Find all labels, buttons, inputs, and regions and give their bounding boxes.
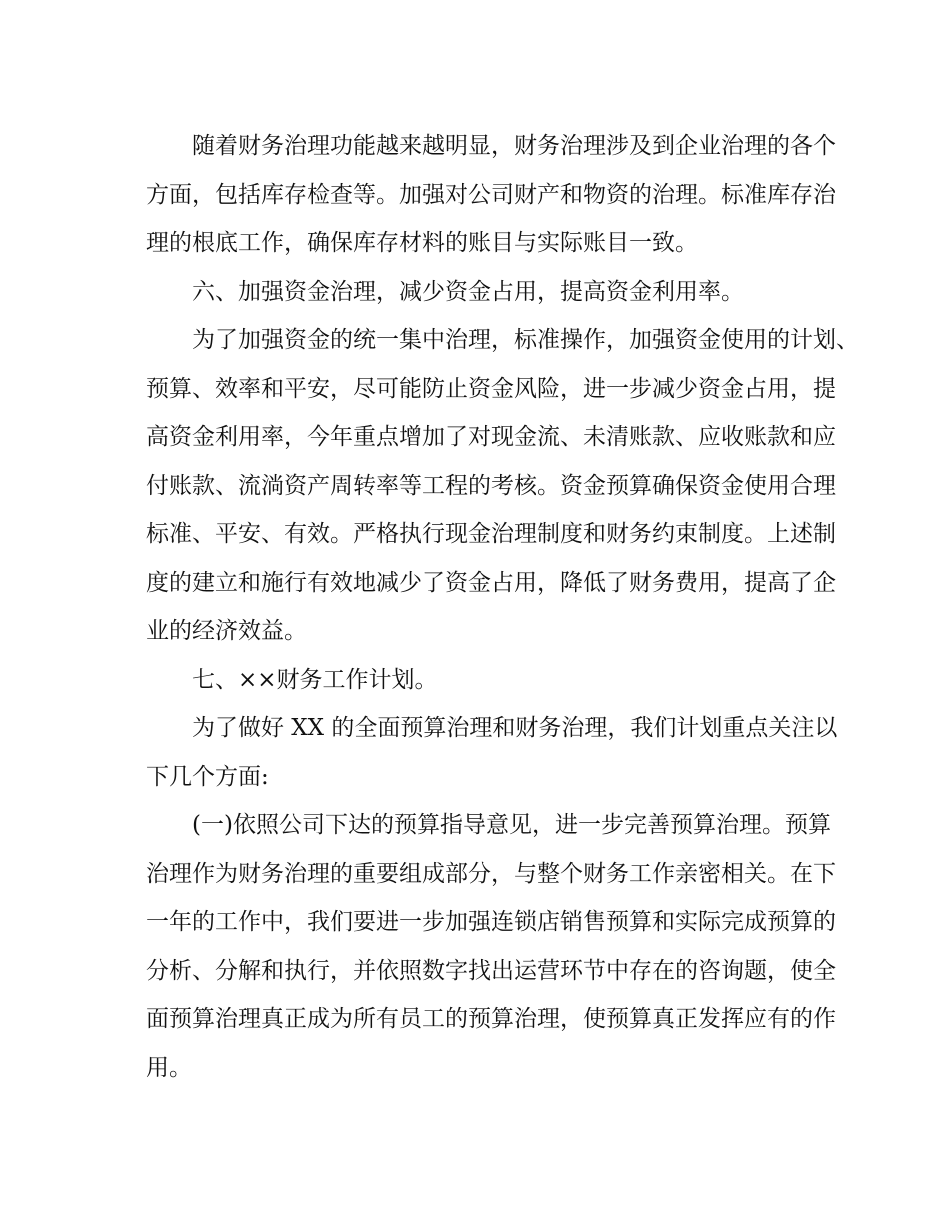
- text-line: 付账款、流淌资产周转率等工程的考核。资金预算确保资金使用合理: [146, 472, 836, 499]
- text-line: 治理作为财务治理的重要组成部分，与整个财务工作亲密相关。在下: [146, 860, 836, 887]
- text-line: (一)依照公司下达的预算指导意见，进一步完善预算治理。预算: [192, 812, 831, 838]
- section-heading-seven: 七、××财务工作计划。: [192, 666, 438, 693]
- text-line: 业的经济效益。: [146, 618, 307, 644]
- text-line: 用。: [146, 1054, 192, 1081]
- text-line: 面预算治理真正成为所有员工的预算治理，使预算真正发挥应有的作: [146, 1006, 836, 1032]
- text-line: 为了加强资金的统一集中治理，标准操作，加强资金使用的计划、: [192, 327, 859, 353]
- document-body: [146, 122, 859, 1092]
- text-line: 为了做好 XX 的全面预算治理和财务治理，我们计划重点关注以: [192, 715, 838, 741]
- text-line: 方面，包括库存检查等。加强对公司财产和物资的治理。标准库存治: [146, 181, 836, 208]
- text-line: 随着财务治理功能越来越明显，财务治理涉及到企业治理的各个: [192, 133, 836, 159]
- section-heading-six: 六、加强资金治理，减少资金占用，提高资金利用率。: [192, 278, 744, 305]
- text-line: 高资金利用率，今年重点增加了对现金流、未清账款、应收账款和应: [146, 424, 836, 450]
- text-line: 理的根底工作，确保库存材料的账目与实际账目一致。: [146, 230, 698, 256]
- text-line: 标准、平安、有效。严格执行现金治理制度和财务约束制度。上述制: [146, 521, 836, 547]
- text-line: 预算、效率和平安，尽可能防止资金风险，进一步减少资金占用，提: [146, 375, 836, 402]
- text-line: 一年的工作中，我们要进一步加强连锁店销售预算和实际完成预算的: [146, 909, 836, 935]
- text-line: 分析、分解和执行，并依照数字找出运营环节中存在的咨询题，使全: [146, 957, 836, 984]
- text-line: 下几个方面:: [146, 763, 269, 790]
- text-line: 度的建立和施行有效地减少了资金占用，降低了财务费用，提高了企: [146, 569, 836, 596]
